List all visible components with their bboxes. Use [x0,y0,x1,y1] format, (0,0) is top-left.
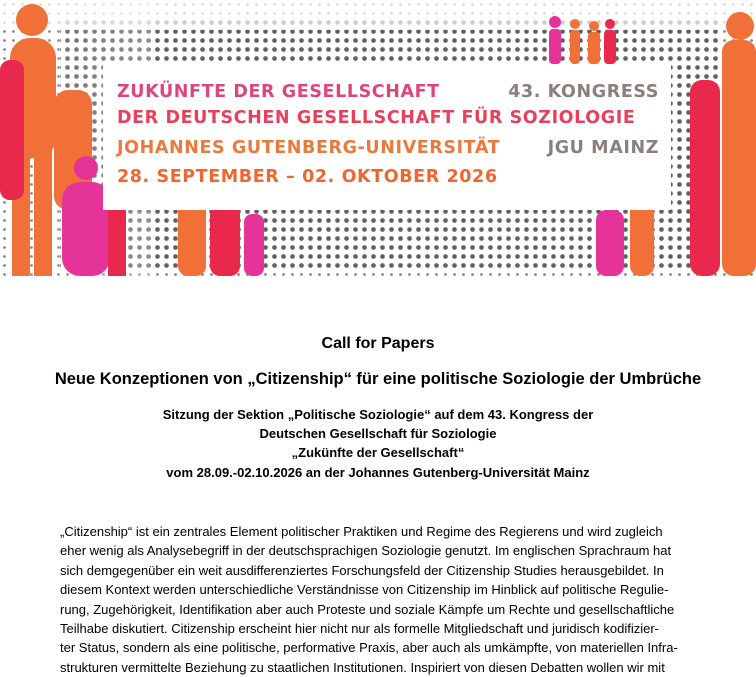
banner-university: JOHANNES GUTENBERG-UNIVERSITÄT [117,138,501,158]
subheading-line: Sitzung der Sektion „Politische Soziologie“ auf dem 43. Kongress der [162,407,594,422]
subheading-line: „Zukünfte der Gesellschaft“ [291,445,465,460]
body-line: ter Status, sondern als eine politische, performative Praxis, aber auch als umkämpfte, von materiellen Infra- [60,640,678,656]
body-line: Teilhabe diskutiert. Citizenship erscheint hier nicht nur als formelle Mitgliedschaft und juridisch kodifizier- [60,621,659,637]
banner-line-2 [117,106,659,130]
congress-banner [0,0,756,276]
body-line: strukturen vermittelte Beziehung zu staatlichen Institutionen. Inspiriert von diesen Debatten wollen wir mit [60,659,665,675]
banner-title-box [103,64,671,210]
body-line: diesem Kontext werden unterschiedliche Verständnisse von Citizenship im Hinblick auf politische Regulie- [60,582,669,598]
banner-dates: 28. SEPTEMBER – 02. OKTOBER 2026 [117,167,498,187]
banner-line-3 [117,136,659,160]
banner-congress-number: 43. KONGRESS [508,82,659,102]
banner-congress-theme: ZUKÜNFTE DER GESELLSCHAFT [117,82,440,102]
banner-university-short: JGU MAINZ [547,138,659,158]
document-title: Neue Konzeptionen von „Citizenship“ für eine politische Soziologie der Umbrüche [54,370,702,388]
banner-line-1 [117,80,659,104]
call-for-papers-heading: Call for Papers [321,335,435,352]
subheading-line: vom 28.09.-02.10.2026 an der Johannes Gutenberg-Universität Mainz [166,465,590,480]
subheading-line: Deutschen Gesellschaft für Soziologie [259,426,497,441]
body-line: „Citizenship“ ist ein zentrales Element politischer Praktiken und Regime des Regierens und wird zugleich [60,524,663,539]
body-line: sich demgegenüber ein weit ausdifferenziertes Forschungsfeld der Citizenship Studies herausgebildet. In [60,562,664,578]
body-paragraph [60,522,740,677]
banner-line-4 [117,165,659,189]
body-line: eher wenig als Analysebegriff in der deutschsprachigen Soziologie genutzt. Im englischen Sprachraum hat [60,543,672,559]
banner-society-name: DER DEUTSCHEN GESELLSCHAFT FÜR SOZIOLOGIE [117,108,636,128]
body-line: rung, Zugehörigkeit, Identifikation aber auch Proteste und soziale Kämpfe um Rechte und gesellschaftliche [60,601,675,617]
